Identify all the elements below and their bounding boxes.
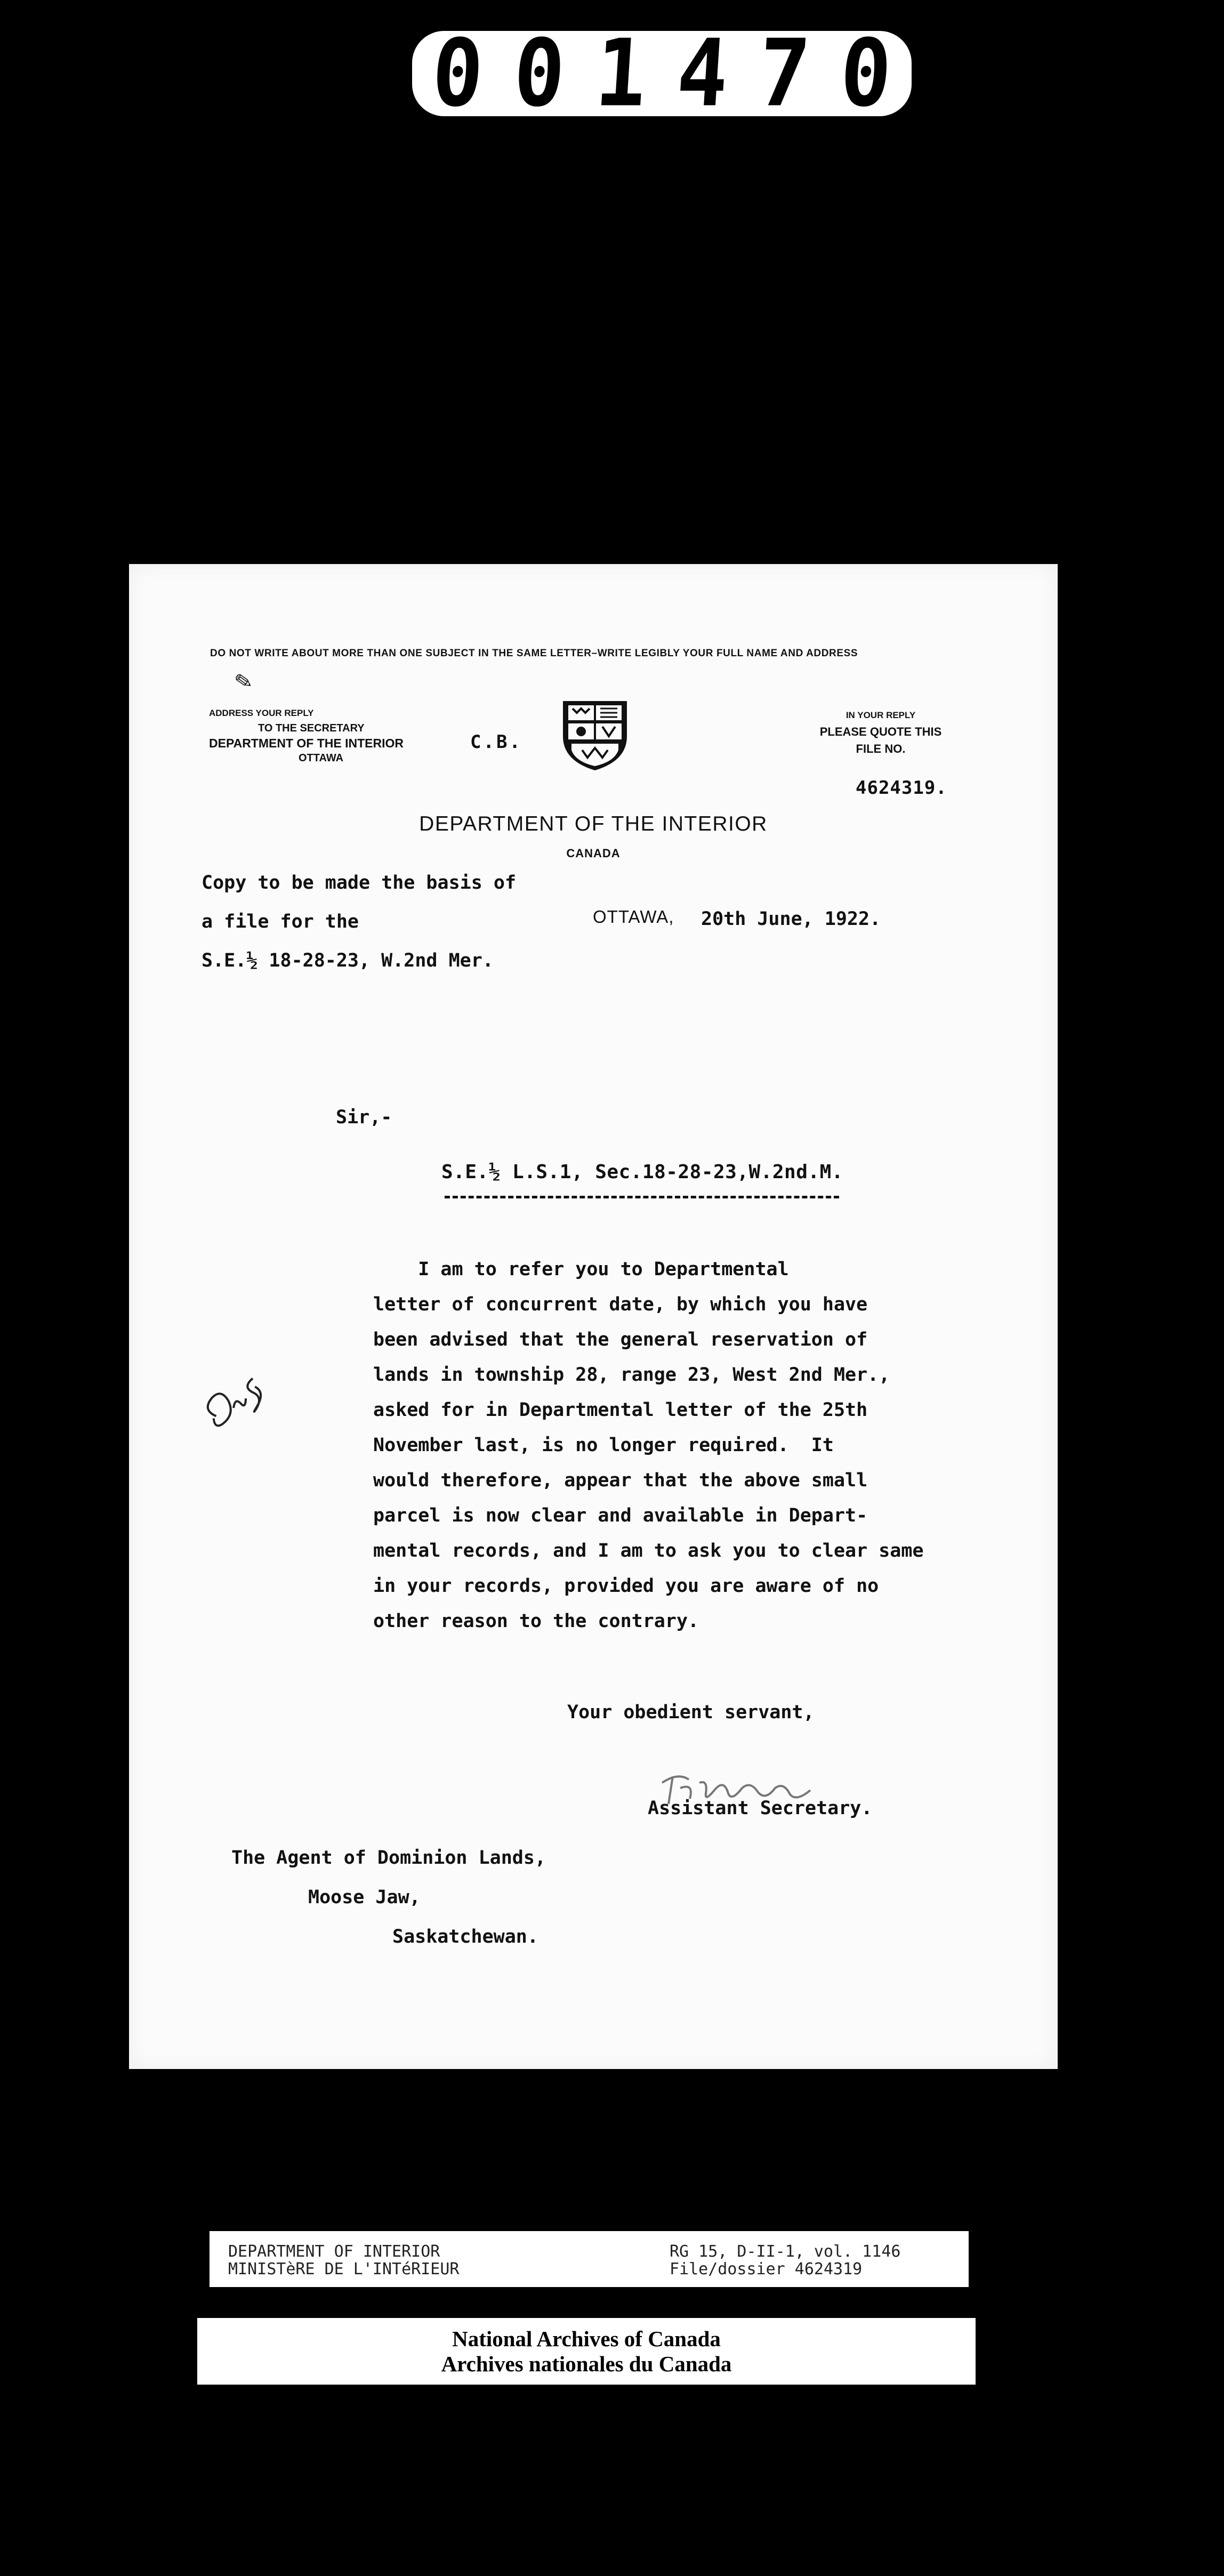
body-line: in your records, provided you are aware of no bbox=[373, 1575, 879, 1597]
signatory-title: Assistant Secretary. bbox=[648, 1798, 873, 1819]
recipient-line: Moose Jaw, bbox=[308, 1887, 421, 1908]
recipient-line: Saskatchewan. bbox=[392, 1926, 538, 1947]
body-line: lands in township 28, range 23, West 2nd Mer., bbox=[373, 1364, 890, 1386]
address-reply-line: DEPARTMENT OF THE INTERIOR bbox=[209, 736, 404, 750]
subject-line: S.E.½ L.S.1, Sec.18-28-23,W.2nd.M. bbox=[441, 1161, 843, 1183]
clerk-initials: C.B. bbox=[470, 731, 522, 753]
archive-record-group: RG 15, D-II-1, vol. 1146 bbox=[670, 2242, 901, 2261]
closing: Your obedient servant, bbox=[567, 1702, 815, 1723]
reply-note-line: FILE NO. bbox=[856, 742, 906, 755]
national-archives-label bbox=[197, 2318, 976, 2385]
reply-note-line: IN YOUR REPLY bbox=[845, 710, 916, 720]
letter-place: OTTAWA, bbox=[593, 907, 674, 927]
salutation: Sir,- bbox=[336, 1107, 392, 1128]
frame-number-label bbox=[412, 19, 926, 128]
letterhead-notice: DO NOT WRITE ABOUT MORE THAN ONE SUBJECT IN THE SAME LETTER–WRITE LEGIBLY YOUR FULL NAME AND ADDRESS bbox=[210, 648, 858, 659]
letter-body bbox=[373, 1252, 1040, 1639]
department-title: DEPARTMENT OF THE INTERIOR bbox=[419, 812, 768, 835]
handwritten-margin-mark bbox=[189, 1361, 291, 1447]
copy-note bbox=[202, 864, 516, 980]
body-line: other reason to the contrary. bbox=[373, 1611, 699, 1632]
reply-note-block bbox=[779, 708, 982, 757]
archive-file-number: File/dossier 4624319 bbox=[670, 2260, 863, 2279]
copy-note-line: a file for the bbox=[202, 911, 359, 932]
body-line: would therefore, appear that the above small bbox=[373, 1470, 868, 1491]
coat-of-arms-icon bbox=[561, 699, 629, 772]
frame-number: 001470 bbox=[429, 19, 926, 128]
body-line: parcel is now clear and available in Depart- bbox=[373, 1505, 868, 1526]
reply-note-line: PLEASE QUOTE THIS bbox=[819, 725, 942, 738]
file-number: 4624319. bbox=[856, 777, 947, 799]
archive-department bbox=[228, 2243, 459, 2278]
body-line: asked for in Departmental letter of the 25th bbox=[373, 1399, 868, 1421]
archive-department-fr: MINISTèRE DE L'INTéRIEUR bbox=[228, 2260, 460, 2279]
letter-date: 20th June, 1922. bbox=[701, 908, 881, 930]
body-line: letter of concurrent date, by which you have bbox=[373, 1294, 868, 1315]
recipient-line: The Agent of Dominion Lands, bbox=[231, 1847, 546, 1869]
recipient-address bbox=[231, 1838, 546, 1957]
address-reply-line: OTTAWA bbox=[299, 752, 344, 764]
body-line: mental records, and I am to ask you to clear same bbox=[373, 1540, 924, 1561]
ink-mark-icon: ✎ bbox=[232, 668, 255, 695]
archive-reference-label bbox=[210, 2231, 969, 2287]
archive-department-en: DEPARTMENT OF INTERIOR bbox=[228, 2242, 440, 2261]
archives-name-fr: Archives nationales du Canada bbox=[441, 2352, 732, 2376]
archives-name-en: National Archives of Canada bbox=[452, 2327, 721, 2351]
address-reply-block bbox=[209, 706, 438, 766]
body-line: I am to refer you to Departmental bbox=[373, 1259, 789, 1280]
archive-reference bbox=[670, 2243, 900, 2278]
address-reply-line: ADDRESS YOUR REPLY bbox=[209, 708, 314, 718]
address-reply-line: TO THE SECRETARY bbox=[258, 722, 365, 734]
subject-underline bbox=[445, 1196, 839, 1198]
body-line: November last, is no longer required. It bbox=[373, 1435, 834, 1456]
copy-note-line: Copy to be made the basis of bbox=[202, 872, 517, 893]
copy-note-line: S.E.½ 18-28-23, W.2nd Mer. bbox=[202, 950, 494, 971]
letter-sheet bbox=[129, 564, 1058, 2069]
body-line: been advised that the general reservation of bbox=[373, 1329, 868, 1350]
department-country: CANADA bbox=[566, 847, 621, 860]
